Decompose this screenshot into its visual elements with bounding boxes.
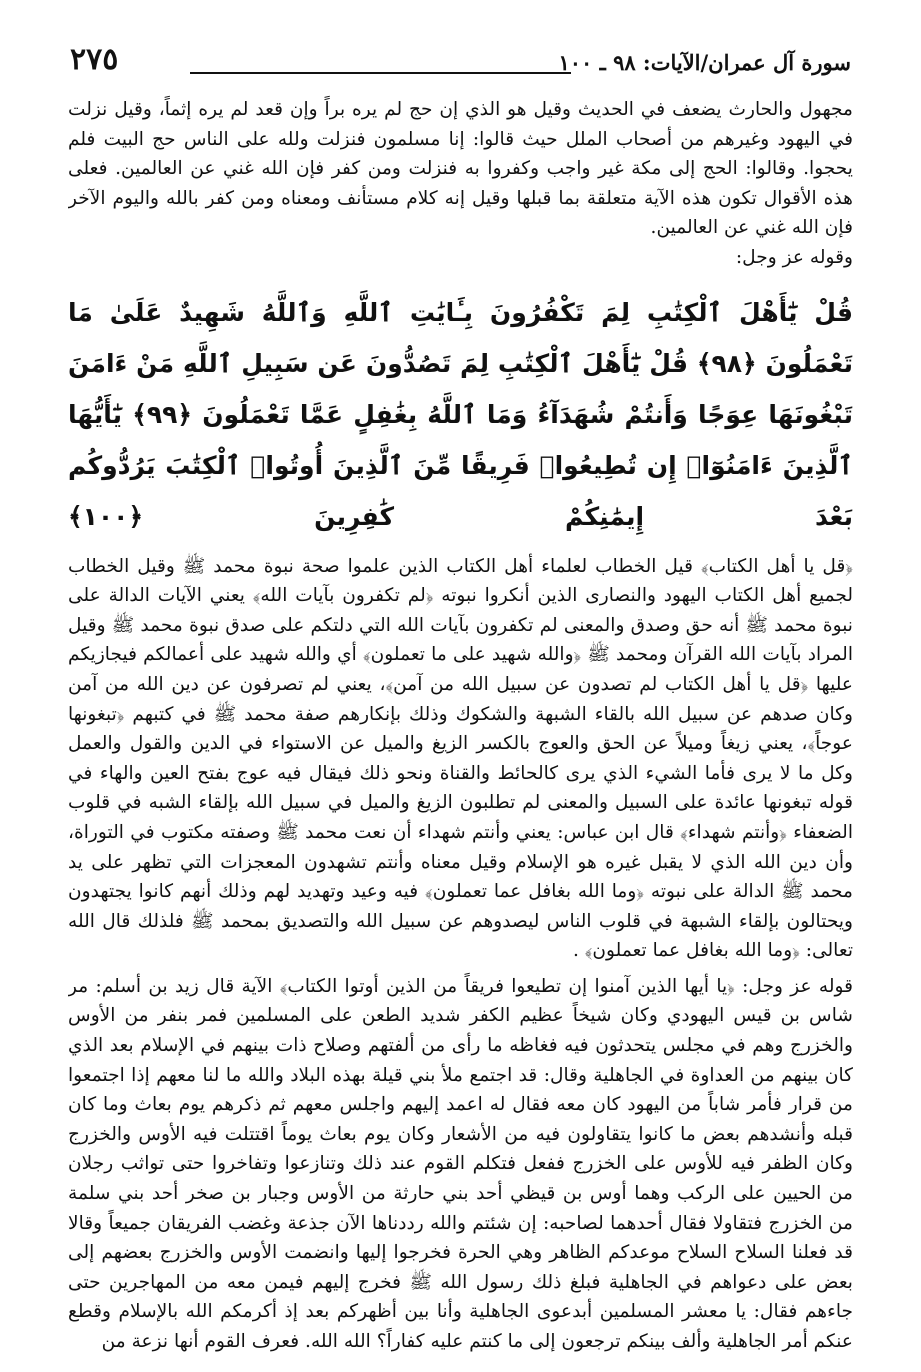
page-header (70, 40, 851, 90)
page-body (68, 95, 853, 1364)
header-rule (190, 72, 571, 74)
paragraph-story: قوله عز وجل: ﴿يا أيها الذين آمنوا إن تطيعوا فريقاً من الذين أوتوا الكتاب﴾ الآية قال زيد بن أسلم: مر شاس بن قيس اليهودي وكان شيخاً عظيم الكفر شديد الطعن على المسلمين فمر بنفر من الأوس والخزرج وهم في مجلس يتحدثون فيه فغاظه ما رأى من ألفتهم وصلاح ذات بينهم في الإسلام بعد الذي كان بينهم من العداوة في الجاهلية وقال: قد اجتمع ملأ بني قيلة بهذه البلاد والله ما لنا معهم إذا اجتمعوا من قرار فأمر شاباً من اليهود كان معه فقال له اعمد إليهم واجلس معهم ثم ذكرهم يوم بعاث وما كان قبله وأنشدهم بعض ما كانوا يتقاولون فيه من الأشعار وكان يوم بعاث يوماً اقتتلت فيه الأوس والخزرج وكان الظفر فيه للأوس على الخزرج ففعل فتكلم القوم عند ذلك وتنازعوا وتفاخروا حتى تواثب رجلان من الحيين على الركب وهما أوس بن قيظي أحد بني حارثة من الأوس وجبار بن صخر أحد بني سلمة من الخزرج فتقاولا فقال أحدهما لصاحبه: إن شئتم والله رددناها الآن جذعة وغضب الفريقان جميعاً وقالا قد فعلنا السلاح السلاح موعدكم الظاهر وهي الحرة فخرجوا إليها وانضمت الأوس والخزرج بعضهم إلى بعض على دعواهم في الجاهلية فبلغ ذلك رسول الله ﷺ فخرج إليهم فيمن معه من المهاجرين حتى جاءهم فقال: يا معشر المسلمين أبدعوى الجاهلية وأنا بين أظهركم بعد إذ أكرمكم الله بالإسلام وقطع عنكم أمر الجاهلية وألف بينكم ترجعون إلى ما كنتم عليه كفاراً؟ الله الله. فعرف القوم أنها نزعة من (68, 975, 853, 1352)
page-number: ٢٧٥ (70, 42, 119, 77)
paragraph-tafsir: ﴿قل يا أهل الكتاب﴾ قيل الخطاب لعلماء أهل الكتاب الذين علموا صحة نبوة محمد ﷺ وقيل الخطاب لجميع أهل الكتاب اليهود والنصارى الذين أنكروا نبوته ﴿لم تكفرون بآيات الله﴾ يعني الآيات الدالة على نبوة محمد ﷺ أنه حق وصدق والمعنى لم تكفرون بآيات الله التي دلتكم على صدق نبوة محمد ﷺ وقيل المراد بآيات الله القرآن ومحمد ﷺ ﴿والله شهيد على ما تعملون﴾ أي والله شهيد على أعمالكم فيجازيكم عليها ﴿قل يا أهل الكتاب لم تصدون عن سبيل الله من آمن﴾، يعني لم تصرفون عن دين الله من آمن وكان صدهم عن سبيل الله بالقاء الشبهة والشكوك وذلك بإنكارهم صفة محمد ﷺ في كتبهم ﴿تبغونها عوجاً﴾، يعني زيغاً وميلاً عن الحق والعوج بالكسر الزيغ والميل عن الاستواء في الدين والقول والعمل وكل ما لا يرى فأما الشيء الذي يرى كالحائط والقناة ونحو ذلك فيقال فيه عوج بفتح العين والهاء في قوله تبغونها عائدة على السبيل والمعنى لم تطلبون الزيغ والميل في سبيل الله بإلقاء الشبه في قلوب الضعفاء ﴿وأنتم شهداء﴾ قال ابن عباس: يعني وأنتم شهداء أن نعت محمد ﷺ وصفته مكتوب في التوراة، وأن دين الله الذي لا يقبل غيره هو الإسلام وقيل معناه وأنتم تشهدون المعجزات التي تظهر على يد محمد ﷺ الدالة على نبوته ﴿وما الله بغافل عما تعملون﴾ فيه وعيد وتهديد لهم وذلك أنهم كانوا يجتهدون ويحتالون بإلقاء الشبهة في قلوب الناس ليصدوهم عن سبيل الله والتصديق بمحمد ﷺ فلذلك قال الله تعالى: ﴿وما الله بغافل عما تعملون﴾ . (68, 555, 853, 962)
chapter-title: سورة آل عمران/الآيات: ٩٨ ـ ١٠٠ (558, 50, 851, 75)
paragraph-intro: وقوله عز وجل: (735, 246, 853, 268)
quran-verse-block: قُلْ يَٰٓأَهْلَ ٱلْكِتَٰبِ لِمَ تَكْفُرُونَ بِـَٔايَٰتِ ٱللَّهِ وَٱللَّهُ شَهِيدٌ عَلَىٰ مَا تَعْمَلُونَ ﴿٩٨﴾ قُلْ يَٰٓأَهْلَ ٱلْكِتَٰبِ لِمَ تَصُدُّونَ عَن سَبِيلِ ٱللَّهِ مَنْ ءَامَنَ تَبْغُونَهَا عِوَجًا وَأَنتُمْ شُهَدَآءُ وَمَا ٱللَّهُ بِغَٰفِلٍ عَمَّا تَعْمَلُونَ ﴿٩٩﴾ يَٰٓأَيُّهَا ٱلَّذِينَ ءَامَنُوٓا۟ إِن تُطِيعُوا۟ فَرِيقًا مِّنَ ٱلَّذِينَ أُوتُوا۟ ٱلْكِتَٰبَ يَرُدُّوكُم بَعْدَ إِيمَٰنِكُمْ كَٰفِرِينَ ﴿١٠٠﴾ (68, 297, 853, 531)
paragraph-top: مجهول والحارث يضعف في الحديث وقيل هو الذي إن حج لم يره براً وإن قعد لم يره إثماً، وقيل نزلت في اليهود وغيرهم من أصحاب الملل حيث قالوا: إنا مسلمون فنزلت ولله على الناس حج البيت فلم يحجوا. وقالوا: الحج إلى مكة غير واجب وكفروا به فنزلت ومن كفر فإن الله غني عن العالمين. فعلى هذه الأقوال تكون هذه الآية متعلقة بما قبلها وقيل إنه كلام مستأنف ومعناه ومن كفر بالله واليوم الآخر فإن الله غني عن العالمين. (68, 99, 853, 239)
